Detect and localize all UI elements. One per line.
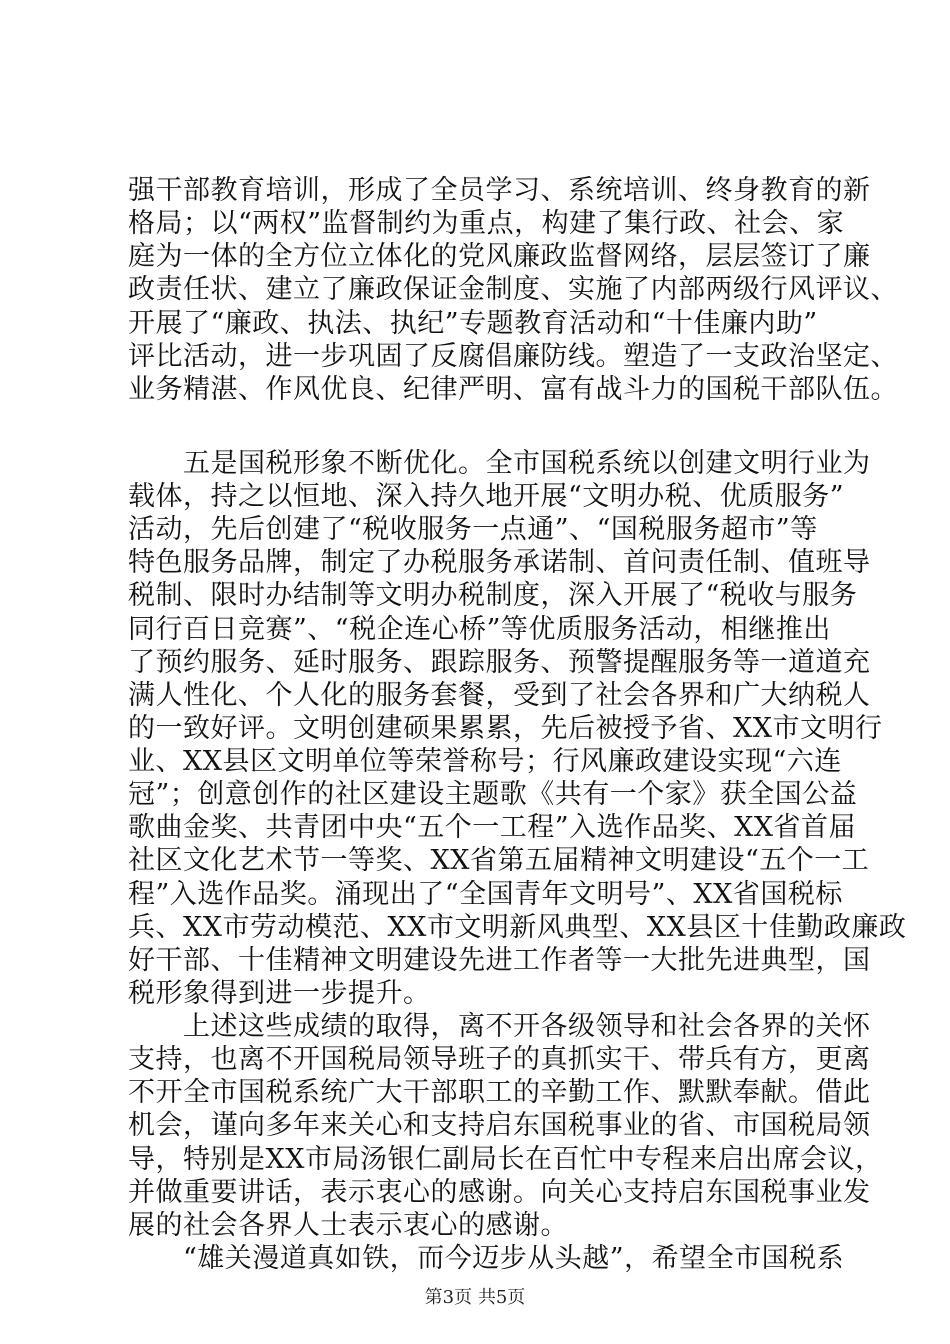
text-line: 评比活动，进一步巩固了反腐倡廉防线。塑造了一支政治坚定、 bbox=[128, 341, 898, 372]
text-line: 活动，先后创建了“税收服务一点通”、“国税服务超市”等 bbox=[128, 514, 818, 545]
text-line: “雄关漫道真如铁，而今迈步从头越”，希望全市国税系 bbox=[128, 1243, 845, 1274]
text-line: 的一致好评。文明创建硕果累累，先后被授予省、XX市文明行 bbox=[128, 713, 883, 744]
text-line: 机会，谨向多年来关心和支持启东国税事业的省、市国税局领 bbox=[128, 1110, 871, 1141]
text-line: 特色服务品牌，制定了办税服务承诺制、首问责任制、值班导 bbox=[128, 547, 871, 578]
text-line: 社区文化艺术节一等奖、XX省第五届精神文明建设“五个一工 bbox=[128, 845, 870, 876]
text-line: 庭为一体的全方位立体化的党风廉政监督网络，层层签订了廉 bbox=[128, 241, 871, 272]
text-line: 税制、限时办结制等文明办税制度，深入开展了“税收与服务 bbox=[128, 580, 858, 611]
text-line: 歌曲金奖、共青团中央“五个一工程”入选作品奖、XX省首届 bbox=[128, 812, 857, 843]
text-line: 好干部、十佳精神文明建设先进工作者等一大批先进典型，国 bbox=[128, 945, 871, 976]
text-line: 载体，持之以恒地、深入持久地开展“文明办税、优质服务” bbox=[128, 481, 845, 512]
text-line: 五是国税形象不断优化。全市国税系统以创建文明行业为 bbox=[128, 448, 871, 479]
text-line: 并做重要讲话，表示衷心的感谢。向关心支持启东国税事业发 bbox=[128, 1177, 871, 1208]
text-line: 不开全市国税系统广大干部职工的辛勤工作、默默奉献。借此 bbox=[128, 1077, 871, 1108]
text-line: 了预约服务、延时服务、跟踪服务、预警提醒服务等一道道充 bbox=[128, 647, 871, 678]
text-line: 业、XX县区文明单位等荣誉称号；行风廉政建设实现“六连 bbox=[128, 746, 842, 777]
text-line: 政责任状、建立了廉政保证金制度、实施了内部两级行风评议、 bbox=[128, 274, 898, 305]
text-line: 格局；以“两权”监督制约为重点，构建了集行政、社会、家 bbox=[128, 208, 845, 239]
text-line: 冠”；创意创作的社区建设主题歌《共有一个家》获全国公益 bbox=[128, 779, 858, 810]
page-number-footer: 第3页 共5页 bbox=[424, 1287, 526, 1308]
text-line: 兵、XX市劳动模范、XX市文明新风典型、XX县区十佳勤政廉政 bbox=[128, 912, 907, 943]
text-line: 开展了“廉政、执法、执纪”专题教育活动和“十佳廉内助” bbox=[128, 308, 818, 339]
text-line: 上述这些成绩的取得，离不开各级领导和社会各界的关怀 bbox=[128, 1011, 871, 1042]
text-line: 支持，也离不开国税局领导班子的真抓实干、带兵有方，更离 bbox=[128, 1044, 871, 1075]
text-line: 业务精湛、作风优良、纪律严明、富有战斗力的国税干部队伍。 bbox=[128, 374, 898, 405]
text-line: 导，特别是XX市局汤银仁副局长在百忙中专程来启出席会议， bbox=[128, 1144, 883, 1175]
text-line: 强干部教育培训，形成了全员学习、系统培训、终身教育的新 bbox=[128, 175, 871, 206]
text-line: 同行百日竞赛”、“税企连心桥”等优质服务活动，相继推出 bbox=[128, 614, 831, 645]
text-line: 满人性化、个人化的服务套餐，受到了社会各界和广大纳税人 bbox=[128, 680, 871, 711]
text-line: 程”入选作品奖。涌现出了“全国青年文明号”、XX省国税标 bbox=[128, 879, 843, 910]
text-line: 展的社会各界人士表示衷心的感谢。 bbox=[128, 1210, 568, 1241]
text-line: 税形象得到进一步提升。 bbox=[128, 978, 431, 1009]
